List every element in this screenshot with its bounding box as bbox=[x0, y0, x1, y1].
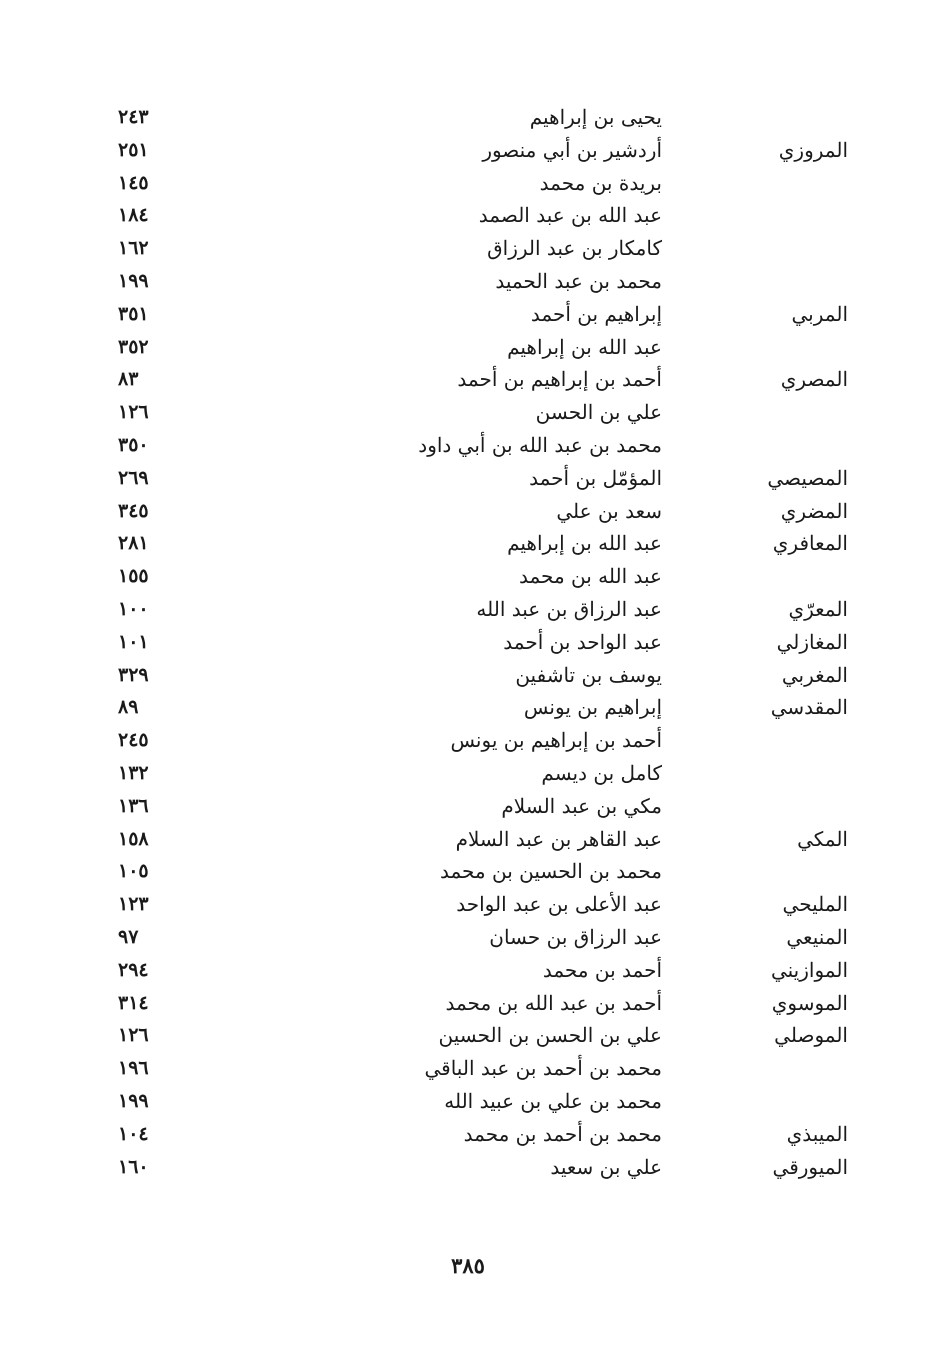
entry-page-number: ٢٤٣ bbox=[118, 106, 149, 128]
entry-nisba: المغربي bbox=[781, 662, 848, 687]
index-entry bbox=[0, 101, 936, 134]
entry-name: علي بن الحسن بن الحسين bbox=[438, 1023, 662, 1048]
entry-nisba: المغازلي bbox=[776, 629, 848, 654]
index-entry bbox=[0, 199, 936, 232]
entry-nisba: الموسوي bbox=[771, 990, 848, 1015]
index-entry bbox=[0, 495, 936, 528]
entry-nisba: المعافري bbox=[772, 531, 848, 556]
entry-name: يوسف بن تاشفين bbox=[515, 662, 662, 687]
index-entry bbox=[0, 1019, 936, 1052]
entry-name: يحيى بن إبراهيم bbox=[529, 105, 662, 129]
entry-nisba: المقدسي bbox=[770, 695, 848, 720]
entry-name: أحمد بن محمد bbox=[542, 957, 662, 982]
entry-nisba: الموصلي bbox=[774, 1023, 848, 1048]
entry-page-number: ١٣٢ bbox=[118, 761, 149, 784]
entry-page-number: ١٢٣ bbox=[118, 893, 149, 916]
entry-nisba: المروزي bbox=[778, 137, 848, 162]
entry-name: محمد بن عبد الحميد bbox=[495, 268, 662, 293]
index-entry bbox=[0, 396, 936, 429]
entry-name: علي بن الحسن bbox=[535, 400, 662, 425]
entry-name: محمد بن علي بن عبيد الله bbox=[444, 1088, 662, 1113]
entry-nisba: المنيعي bbox=[786, 924, 848, 949]
entry-page-number: ١٥٨ bbox=[118, 827, 149, 850]
index-entry bbox=[0, 331, 936, 364]
page-number: ٣٨٥ bbox=[451, 1253, 485, 1278]
entry-nisba: المصري bbox=[780, 367, 848, 392]
entry-page-number: ٣٥١ bbox=[118, 302, 149, 325]
entry-page-number: ١٦٢ bbox=[118, 237, 149, 260]
index-entry bbox=[0, 167, 936, 200]
entry-page-number: ٣٥٠ bbox=[118, 433, 149, 456]
index-entry bbox=[0, 855, 936, 888]
entry-nisba: الميورقي bbox=[772, 1154, 848, 1179]
index-entry bbox=[0, 298, 936, 331]
entry-name: عبد الله بن إبراهيم bbox=[507, 531, 662, 556]
entry-page-number: ١٩٩ bbox=[118, 1089, 149, 1112]
index-entry bbox=[0, 429, 936, 462]
entry-name: مكي بن عبد السلام bbox=[501, 793, 662, 818]
index-entry bbox=[0, 659, 936, 692]
entry-page-number: ١٣٦ bbox=[118, 794, 149, 817]
index-entry bbox=[0, 560, 936, 593]
entry-name: إبراهيم بن أحمد bbox=[530, 301, 662, 326]
entry-page-number: ٨٣ bbox=[118, 368, 139, 391]
index-entry bbox=[0, 527, 936, 560]
entry-name: إبراهيم بن يونس bbox=[523, 695, 662, 720]
index-list bbox=[0, 101, 936, 1183]
index-entry bbox=[0, 888, 936, 921]
entry-name: عبد الرزاق بن عبد الله bbox=[476, 596, 662, 621]
entry-name: محمد بن عبد الله بن أبي داود bbox=[418, 432, 662, 457]
entry-page-number: ٢٤٥ bbox=[118, 729, 149, 752]
entry-page-number: ١٩٩ bbox=[118, 269, 149, 292]
entry-nisba: المصيصي bbox=[767, 465, 848, 490]
entry-page-number: ١٨٤ bbox=[118, 204, 149, 227]
entry-nisba: المربي bbox=[791, 301, 848, 326]
index-entry bbox=[0, 462, 936, 495]
entry-name: عبد الله بن محمد bbox=[518, 564, 662, 589]
entry-page-number: ١٢٦ bbox=[118, 1024, 149, 1047]
entry-page-number: ١٦٠ bbox=[118, 1155, 149, 1178]
index-entry bbox=[0, 1052, 936, 1085]
index-entry bbox=[0, 265, 936, 298]
index-entry bbox=[0, 134, 936, 167]
entry-name: أردشير بن أبي منصور bbox=[482, 137, 662, 162]
entry-name: أحمد بن إبراهيم بن يونس bbox=[450, 728, 662, 753]
index-entry bbox=[0, 757, 936, 790]
entry-page-number: ٣١٤ bbox=[118, 991, 149, 1014]
entry-page-number: ٣٢٩ bbox=[118, 663, 149, 686]
index-entry bbox=[0, 593, 936, 626]
index-entry bbox=[0, 691, 936, 724]
index-entry bbox=[0, 724, 936, 757]
entry-name: كامكار بن عبد الرزاق bbox=[487, 236, 662, 261]
entry-page-number: ١٠١ bbox=[118, 630, 149, 653]
entry-name: أحمد بن عبد الله بن محمد bbox=[445, 990, 662, 1015]
entry-name: علي بن سعيد bbox=[550, 1154, 662, 1179]
entry-page-number: ١٢٦ bbox=[118, 401, 149, 424]
entry-name: محمد بن أحمد بن عبد الباقي bbox=[424, 1056, 662, 1081]
entry-name: عبد الله بن عبد الصمد bbox=[478, 203, 662, 228]
index-entry bbox=[0, 363, 936, 396]
entry-page-number: ٢٦٩ bbox=[118, 466, 149, 489]
index-entry bbox=[0, 1085, 936, 1118]
entry-nisba: الميبذي bbox=[786, 1121, 848, 1146]
entry-name: المؤمّل بن أحمد bbox=[529, 465, 662, 490]
entry-page-number: ١٩٦ bbox=[118, 1057, 149, 1080]
entry-page-number: ٢٨١ bbox=[118, 532, 149, 555]
index-entry bbox=[0, 232, 936, 265]
entry-page-number: ١٠٥ bbox=[118, 860, 149, 883]
index-entry bbox=[0, 790, 936, 823]
index-entry bbox=[0, 626, 936, 659]
entry-name: أحمد بن إبراهيم بن أحمد bbox=[457, 367, 662, 392]
entry-name: عبد الأعلى بن عبد الواحد bbox=[456, 892, 662, 917]
entry-name: عبد القاهر بن عبد السلام bbox=[455, 826, 662, 851]
entry-page-number: ٢٥١ bbox=[118, 138, 149, 161]
entry-nisba: المليحي bbox=[782, 892, 848, 917]
entry-name: عبد الرزاق بن حسان bbox=[489, 924, 662, 949]
index-entry bbox=[0, 954, 936, 987]
entry-name: عبد الله بن إبراهيم bbox=[507, 334, 662, 359]
entry-page-number: ١٠٤ bbox=[118, 1122, 149, 1145]
entry-name: بريدة بن محمد bbox=[539, 170, 662, 195]
entry-page-number: ١٠٠ bbox=[118, 597, 149, 620]
entry-page-number: ١٤٥ bbox=[118, 171, 149, 194]
entry-name: كامل بن ديسم bbox=[541, 760, 662, 785]
index-entry bbox=[0, 921, 936, 954]
entry-page-number: ٣٤٥ bbox=[118, 499, 149, 522]
index-entry bbox=[0, 823, 936, 856]
entry-name: عبد الواحد بن أحمد bbox=[503, 629, 662, 654]
entry-page-number: ١٥٥ bbox=[118, 565, 149, 588]
entry-name: سعد بن علي bbox=[556, 498, 662, 523]
entry-nisba: الموازيني bbox=[770, 957, 848, 982]
entry-nisba: المكي bbox=[797, 826, 848, 851]
entry-name: محمد بن أحمد بن محمد bbox=[463, 1121, 662, 1146]
entry-nisba: المضري bbox=[780, 498, 848, 523]
index-entry bbox=[0, 1118, 936, 1151]
entry-page-number: ٨٩ bbox=[118, 696, 139, 719]
entry-page-number: ٢٩٤ bbox=[118, 958, 149, 981]
index-entry bbox=[0, 987, 936, 1020]
index-entry bbox=[0, 1151, 936, 1184]
entry-nisba: المعرّي bbox=[788, 596, 848, 621]
entry-page-number: ٣٥٢ bbox=[118, 335, 149, 358]
entry-name: محمد بن الحسين بن محمد bbox=[439, 859, 662, 884]
entry-page-number: ٩٧ bbox=[118, 925, 139, 948]
